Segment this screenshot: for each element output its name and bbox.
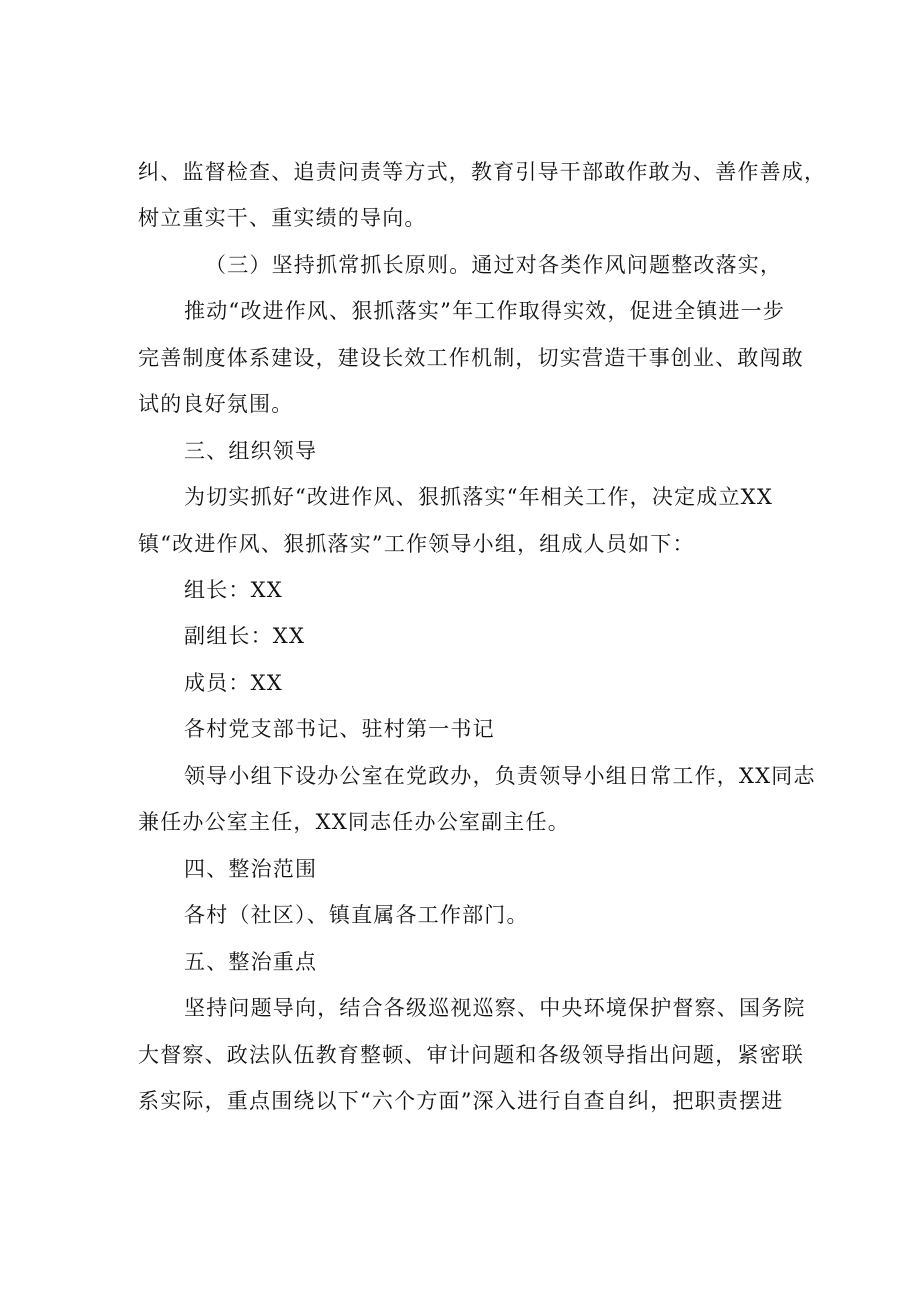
paragraph-line: 各村（社区）、镇直属各工作部门。 xyxy=(184,903,529,927)
members-line: 成员：XX xyxy=(184,671,283,695)
deputy-leader-line: 副组长：XX xyxy=(184,624,306,648)
paragraph-line: 系实际，重点围绕以下“六个方面”深入进行自查自纠，把职责摆进 xyxy=(138,1089,784,1113)
section-heading-3: （三）坚持抓常抓长原则。通过对各类作风问题整改落实， xyxy=(205,253,783,277)
paragraph-line: 树立重实干、重实绩的导向。 xyxy=(138,206,427,230)
paragraph-line: 纠、监督检查、追责问责等方式，教育引导干部敢作敢为、善作善成， xyxy=(138,160,827,184)
paragraph-line: 推动“改进作风、狠抓落实”年工作取得实效，促进全镇进一步 xyxy=(184,299,786,323)
paragraph-line: 领导小组下设办公室在党政办，负责领导小组日常工作，XX同志 xyxy=(184,764,816,788)
section-heading: 三、组织领导 xyxy=(184,439,318,463)
paragraph-line: 坚持问题导向，结合各级巡视巡察、中央环境保护督察、国务院 xyxy=(184,996,806,1020)
paragraph-line: 镇“改进作风、狠抓落实”工作领导小组，组成人员如下： xyxy=(138,532,695,556)
paragraph-line: 为切实抓好“改进作风、狠抓落实“年相关工作，决定成立XX xyxy=(184,485,773,509)
paragraph-line: 完善制度体系建设，建设长效工作机制，切实营造干事创业、敢闯敢 xyxy=(138,346,804,370)
section-heading: 五、整治重点 xyxy=(184,950,318,974)
paragraph-line: 试的良好氛围。 xyxy=(138,392,294,416)
members-detail-line: 各村党支部书记、驻村第一书记 xyxy=(184,717,495,741)
paragraph-line: 大督察、政法队伍教育整顿、审计问题和各级领导指出问题，紧密联 xyxy=(138,1043,804,1067)
section-heading: 四、整治范围 xyxy=(184,857,318,881)
paragraph-line: 兼任办公室主任，XX同志任办公室副主任。 xyxy=(138,810,570,834)
group-leader-line: 组长：XX xyxy=(184,578,283,602)
